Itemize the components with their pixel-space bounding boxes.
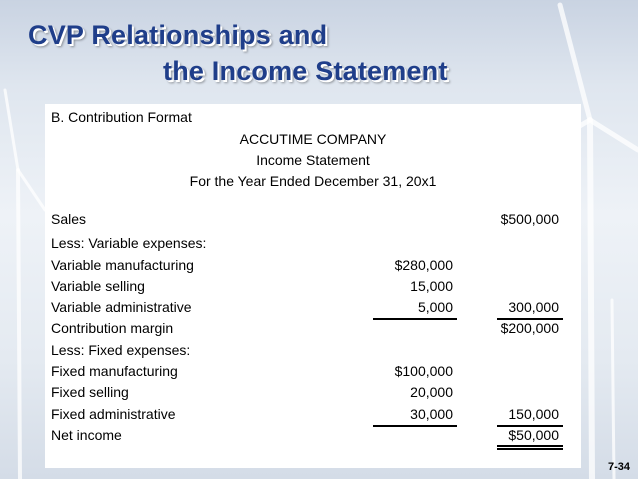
row-total-sales: $500,000 — [500, 211, 559, 227]
row-total-net-income: $50,000 — [508, 427, 559, 443]
slide-number: 7-34 — [607, 461, 630, 473]
row-label-variable-selling: Variable selling — [51, 278, 145, 294]
subtotal-underline — [373, 425, 457, 427]
company-name: ACCUTIME COMPANY — [239, 131, 387, 147]
slide-title-line-1: CVP Relationships and — [28, 20, 328, 50]
row-label-contribution-margin: Contribution margin — [51, 320, 174, 336]
income-statement-panel — [45, 104, 581, 468]
subtotal-underline — [373, 318, 457, 320]
row-label-variable-manufacturing: Variable manufacturing — [51, 257, 194, 273]
row-label-variable-administrative: Variable administrative — [51, 299, 192, 315]
row-amount-variable-selling: 15,000 — [410, 278, 453, 294]
row-amount-fixed-selling: 20,000 — [410, 384, 453, 400]
slide-title-line-2: the Income Statement — [163, 56, 448, 86]
row-total-fixed-expenses: 150,000 — [508, 406, 559, 422]
row-label-fixed-selling: Fixed selling — [51, 384, 129, 400]
row-label-fixed-manufacturing: Fixed manufacturing — [51, 363, 178, 379]
section-label: B. Contribution Format — [51, 109, 192, 125]
row-total-contribution-margin: $200,000 — [500, 320, 559, 336]
row-amount-fixed-administrative: 30,000 — [410, 406, 453, 422]
row-amount-variable-administrative: 5,000 — [417, 299, 453, 315]
statement-period: For the Year Ended December 31, 20x1 — [189, 173, 437, 189]
statement-name: Income Statement — [256, 152, 370, 168]
row-amount-fixed-manufacturing: $100,000 — [394, 363, 453, 379]
row-label-sales: Sales — [51, 211, 87, 227]
net-income-double-underline — [497, 445, 563, 450]
row-label-fixed-administrative: Fixed administrative — [51, 406, 176, 422]
row-label-less-variable: Less: Variable expenses: — [51, 235, 207, 251]
row-label-less-fixed: Less: Fixed expenses: — [51, 342, 191, 358]
row-amount-variable-manufacturing: $280,000 — [394, 257, 453, 273]
row-label-net-income: Net income — [51, 427, 122, 443]
row-total-variable-expenses: 300,000 — [508, 299, 559, 315]
